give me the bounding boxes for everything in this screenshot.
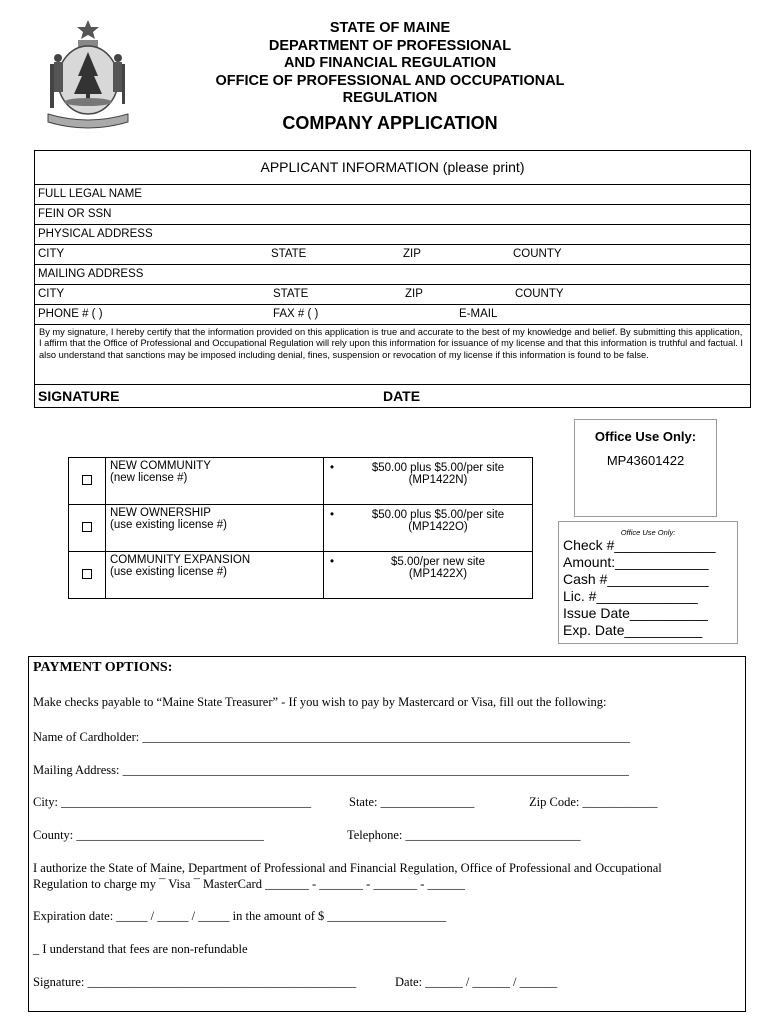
license-code: (MP1422X): [408, 568, 468, 580]
applicant-info-title: APPLICANT INFORMATION (please print): [260, 159, 525, 175]
license-name: NEW OWNERSHIP: [110, 507, 211, 519]
city-label: CITY: [38, 288, 65, 300]
state-label: STATE: [271, 248, 307, 260]
physical-city-row[interactable]: [35, 244, 750, 264]
license-sub: (use existing license #): [110, 566, 227, 578]
phone-label: PHONE # ( ): [38, 308, 103, 320]
county-label: COUNTY: [513, 248, 562, 260]
license-code: (MP1422O): [408, 521, 468, 533]
license-name: NEW COMMUNITY: [110, 460, 211, 472]
mailing-address-label: MAILING ADDRESS: [38, 268, 144, 280]
license-row: NEW COMMUNITY (new license #) • $50.00 plus $5.00/per site (MP1422N): [69, 458, 533, 505]
mailing-address-field[interactable]: [35, 264, 750, 284]
license-fee: $50.00 plus $5.00/per site: [371, 509, 505, 521]
office-exp-date-line: Exp. Date__________: [563, 622, 703, 638]
full-legal-name-label: FULL LEGAL NAME: [38, 188, 142, 200]
office-use-box: [574, 419, 717, 517]
license-fee: $50.00 plus $5.00/per site: [371, 462, 505, 474]
zip-label: ZIP: [403, 248, 421, 260]
mailing-city-row[interactable]: [35, 284, 750, 304]
zip-code-field[interactable]: Zip Code: ____________: [529, 795, 658, 809]
full-legal-name-field[interactable]: [35, 184, 750, 204]
checks-instruction: Make checks payable to “Maine State Treasurer” - If you wish to pay by Mastercard or Visa, fill out the following:: [33, 695, 607, 709]
office-check-line: Check #_____________: [563, 537, 716, 553]
expiration-amount-field[interactable]: Expiration date: _____ / _____ / _____ in the amount of $ ___________________: [33, 909, 447, 923]
header-line-2: DEPARTMENT OF PROFESSIONAL: [268, 37, 512, 54]
physical-address-label: PHYSICAL ADDRESS: [38, 228, 153, 240]
license-sub: (use existing license #): [110, 519, 227, 531]
fax-label: FAX # ( ): [273, 308, 319, 320]
cardholder-signature-field[interactable]: Signature: ___________________________________________: [33, 975, 357, 989]
license-row: COMMUNITY EXPANSION (use existing license #) • $5.00/per new site (MP1422X): [69, 552, 533, 599]
office-lic-line: Lic. #_____________: [563, 588, 698, 604]
license-name: COMMUNITY EXPANSION: [110, 554, 251, 566]
office-use-small-title: Office Use Only:: [620, 528, 676, 537]
physical-address-field[interactable]: [35, 224, 750, 244]
email-label: E-MAIL: [459, 308, 498, 320]
license-fee: $5.00/per new site: [391, 556, 485, 568]
license-row: NEW OWNERSHIP (use existing license #) • $50.00 plus $5.00/per site (MP1422O): [69, 505, 533, 552]
page-header: [150, 20, 630, 136]
signature-row[interactable]: [35, 384, 750, 409]
payment-date-field[interactable]: Date: ______ / ______ / ______: [395, 975, 558, 989]
header-line-4: OFFICE OF PROFESSIONAL AND OCCUPATIONAL: [215, 72, 565, 89]
license-type-table: [68, 457, 533, 599]
contact-row[interactable]: [35, 304, 750, 324]
maine-state-seal-icon: [44, 18, 132, 130]
state-field[interactable]: State: _______________: [349, 795, 475, 809]
office-use-payment-box: [558, 521, 738, 644]
office-use-title: Office Use Only:: [594, 429, 697, 444]
applicant-info-section: [34, 150, 751, 408]
header-line-1: STATE OF MAINE: [329, 20, 451, 36]
city-label: CITY: [38, 248, 65, 260]
card-number-field[interactable]: Regulation to charge my ¯ Visa ¯ MasterCard _______ - _______ - _______ - ______: [33, 877, 466, 891]
certification-text: By my signature, I hereby certify that the information provided on this application is true and accurate to the best of my knowledge and belief. By submitting this application, I affirm that the Office of Professional and Occupational Regulation will rely upon this information for issuance of my license and that this information is truthful and factual. I also understand that sanctions may be imposed including denial, fines, suspension or revocation of my license if this information is found to be false.: [39, 327, 744, 360]
office-cash-line: Cash #_____________: [563, 571, 709, 587]
county-label: COUNTY: [515, 288, 564, 300]
county-field[interactable]: County: ______________________________: [33, 828, 264, 842]
mailing-address-field[interactable]: Mailing Address: _________________________________________________________________________________: [33, 763, 629, 777]
payment-options-section: [28, 656, 746, 1012]
header-line-5: REGULATION: [342, 90, 438, 106]
header-line-3: AND FINANCIAL REGULATION: [283, 55, 497, 71]
zip-label: ZIP: [405, 288, 423, 300]
license-sub: (new license #): [110, 472, 188, 484]
office-issue-date-line: Issue Date__________: [563, 605, 708, 621]
payment-title: PAYMENT OPTIONS:: [33, 660, 173, 675]
date-label: DATE: [383, 388, 421, 404]
cardholder-name-field[interactable]: Name of Cardholder: ______________________________________________________________________________: [33, 730, 630, 744]
non-refundable-checkbox[interactable]: _ I understand that fees are non-refundable: [33, 942, 248, 956]
city-field[interactable]: City: ________________________________________: [33, 795, 312, 809]
license-checkbox-new-community[interactable]: [69, 458, 106, 505]
license-checkbox-new-ownership[interactable]: [69, 505, 106, 552]
office-use-code: MP43601422: [606, 453, 685, 468]
license-code: (MP1422N): [408, 474, 468, 486]
office-amount-line: Amount:____________: [563, 554, 709, 570]
fein-label: FEIN OR SSN: [38, 208, 112, 220]
authorize-text-line-1: I authorize the State of Maine, Department of Professional and Financial Regulation, Office of Professional and Occupational: [33, 861, 662, 875]
telephone-field[interactable]: Telephone: ____________________________: [347, 828, 581, 842]
license-checkbox-community-expansion[interactable]: [69, 552, 106, 599]
signature-label: SIGNATURE: [38, 388, 120, 404]
page-title: COMPANY APPLICATION: [282, 112, 498, 133]
fein-field[interactable]: [35, 204, 750, 224]
state-label: STATE: [273, 288, 309, 300]
